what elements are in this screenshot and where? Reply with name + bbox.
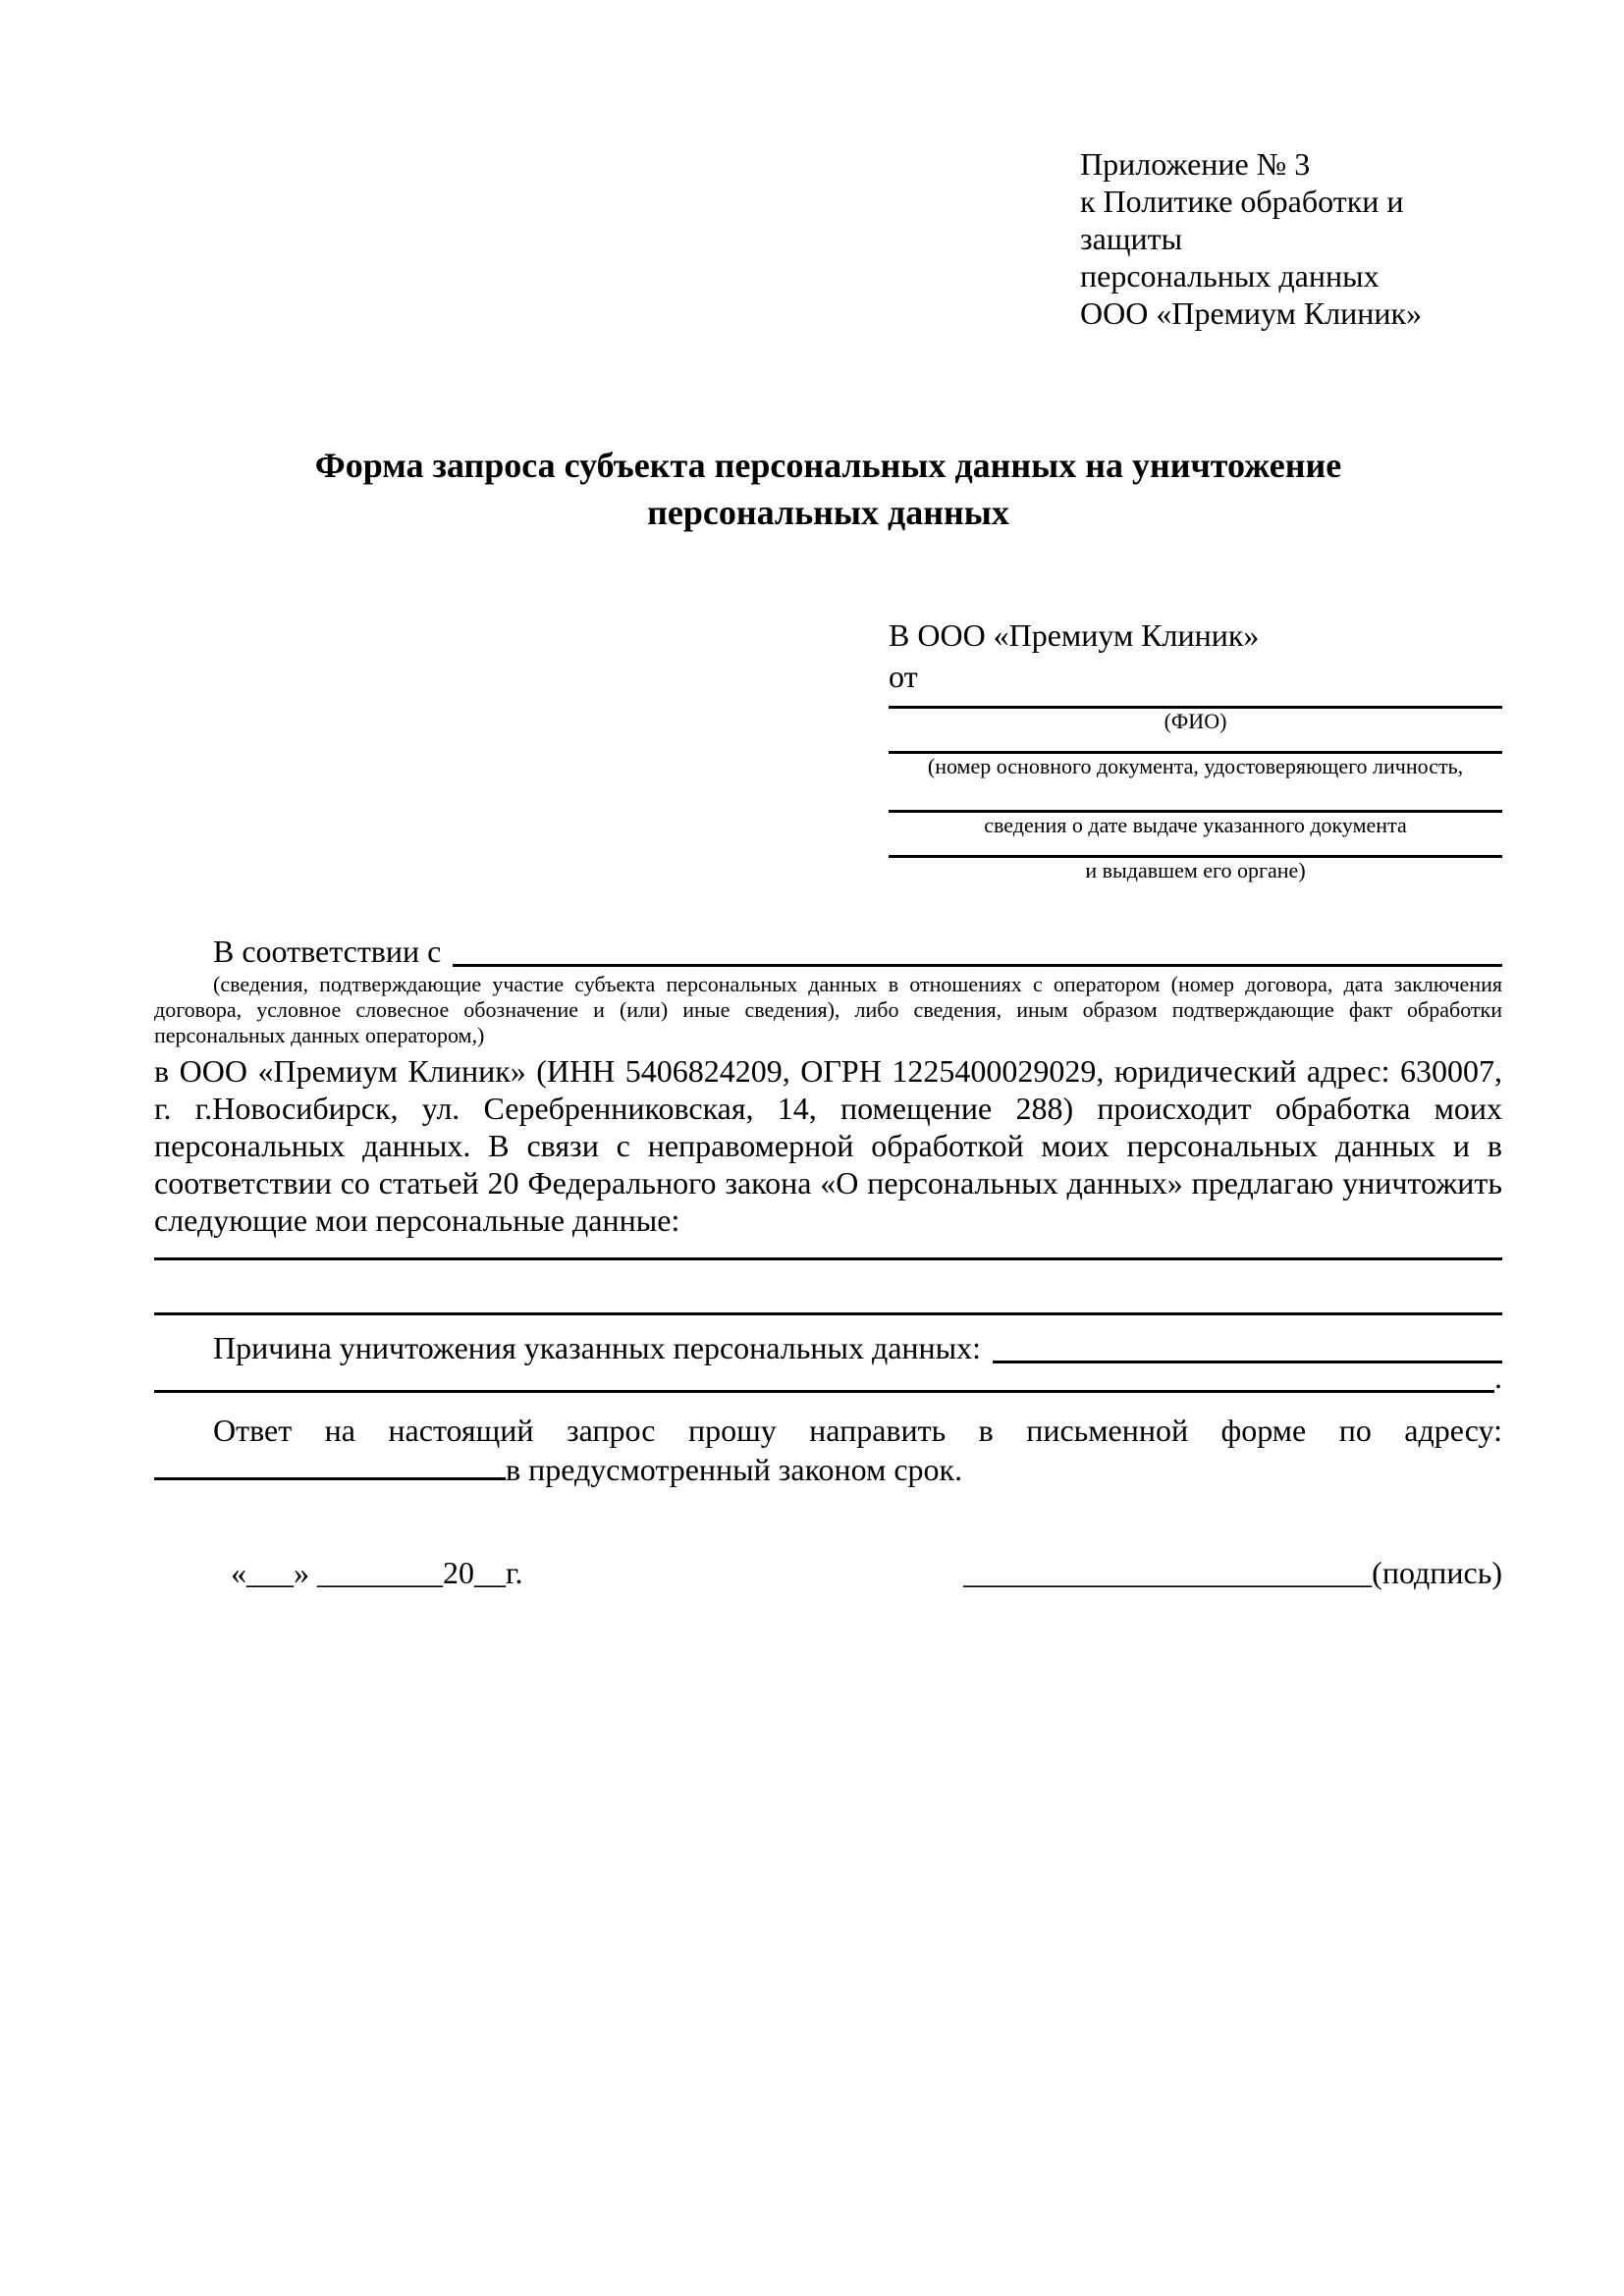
reason-blank-line bbox=[993, 1361, 1502, 1363]
doc-date-field-line bbox=[889, 779, 1502, 813]
reason-continuation-line bbox=[154, 1360, 1502, 1396]
appendix-header bbox=[1080, 145, 1502, 332]
personal-data-blank-line-2 bbox=[154, 1260, 1502, 1315]
reason-line bbox=[154, 1329, 1502, 1366]
addressee-block bbox=[889, 614, 1502, 883]
answer-paragraph-line1: Ответ на настоящий запрос прошу направить в письменной форме по адресу: bbox=[213, 1413, 1502, 1448]
personal-data-blank-line-1 bbox=[154, 1239, 1502, 1260]
appendix-header-line: ООО «Премиум Клиник» bbox=[1080, 295, 1423, 331]
appendix-header-line: к Политике обработки и защиты bbox=[1080, 184, 1404, 256]
signature-field bbox=[963, 1553, 1502, 1592]
answer-line2-text: в предусмотренный законом срок. bbox=[506, 1452, 963, 1487]
appendix-header-line: персональных данных bbox=[1080, 258, 1380, 294]
main-paragraph: в ООО «Премиум Клиник» (ИНН 5406824209, ОГРН 1225400029029, юридический адрес: 630007, г. г.Новосибирск, ул. Серебренниковская, 14, помещение 288) происходит обработка моих персональных данных. В связи с неправомерной обработкой моих персональных данных и в соответствии со статьей 20 Федерального закона «О персональных данных» предлагаю уничтожить следующие мои персональные данные: bbox=[154, 1053, 1502, 1238]
form-title: Форма запроса субъекта персональных данных на уничтожение персональных данных bbox=[314, 446, 1342, 532]
reason-period: . bbox=[1494, 1360, 1502, 1395]
addressee-from-label: от bbox=[889, 659, 918, 694]
body-section bbox=[154, 933, 1502, 1488]
doc-number-caption: (номер основного документа, удостоверяющего личность, bbox=[927, 754, 1464, 778]
answer-paragraph-line2 bbox=[154, 1451, 1502, 1488]
fio-field-line bbox=[889, 697, 1502, 709]
date-signature-row bbox=[154, 1553, 1502, 1592]
doc-authority-field-line bbox=[889, 838, 1502, 858]
doc-authority-caption: и выдавшем его органе) bbox=[1085, 858, 1306, 882]
doc-number-field bbox=[889, 734, 1502, 779]
accordance-label: В соответствии с bbox=[213, 934, 442, 969]
doc-authority-field bbox=[889, 838, 1502, 883]
accordance-caption: (сведения, подтверждающие участие субъекта персональных данных в отношениях с оператором (номер договора, дата заключения договора, условное словесное обозначение и (или) иные сведения), либо сведения, иным образом подтверждающие факт обработки персональных данных оператором,) bbox=[154, 972, 1502, 1047]
doc-date-caption: сведения о дате выдаче указанного документа bbox=[984, 813, 1407, 837]
fio-caption: (ФИО) bbox=[1164, 709, 1227, 733]
accordance-line bbox=[154, 933, 1502, 970]
appendix-header-line: Приложение № 3 bbox=[1080, 146, 1311, 182]
doc-date-field bbox=[889, 779, 1502, 838]
fio-field bbox=[889, 697, 1502, 734]
answer-address-blank-line bbox=[154, 1451, 506, 1480]
addressee-to: В ООО «Премиум Клиник» bbox=[889, 617, 1260, 653]
doc-number-field-line bbox=[889, 734, 1502, 754]
signature-caption: (подпись) bbox=[1372, 1555, 1502, 1590]
reason-label: Причина уничтожения указанных персональных данных: bbox=[213, 1330, 982, 1365]
accordance-blank-line bbox=[453, 964, 1502, 967]
reason-continuation-blank bbox=[154, 1390, 1494, 1393]
signature-blank-line: __________________________ bbox=[963, 1555, 1373, 1590]
date-field: «___» ________20__г. bbox=[231, 1555, 523, 1590]
